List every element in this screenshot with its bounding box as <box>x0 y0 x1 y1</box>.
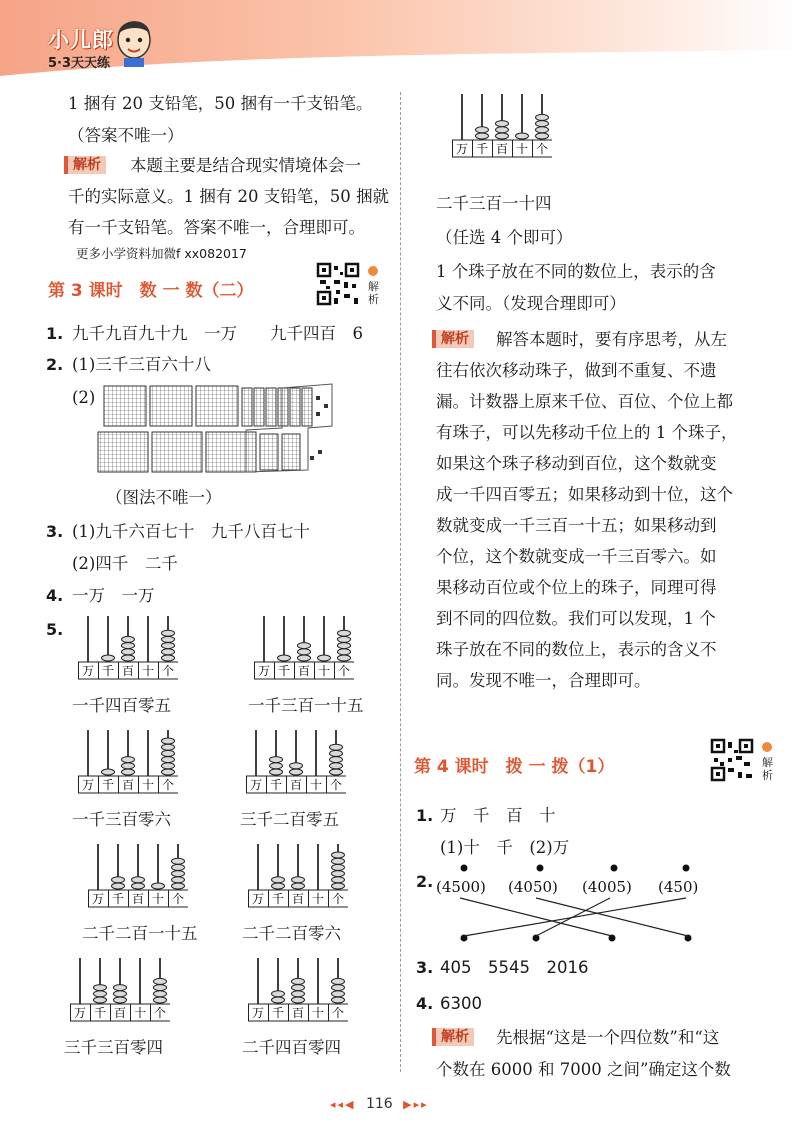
prev-arrows-icon: ◂◂◀ <box>330 1098 356 1111</box>
abacus-bead <box>332 978 345 984</box>
abacus-bead <box>162 636 175 642</box>
q5-3-abacus <box>78 728 178 794</box>
analysis-text: 往右依次移动珠子，做到不重复、不遗 <box>436 361 717 380</box>
abacus-place-label: 个 <box>337 664 351 678</box>
abacus-place-label: 十 <box>311 1006 325 1020</box>
abacus-place-label: 万 <box>257 664 271 678</box>
analysis-text: 如果这个珠子移动到百位，这个数就变 <box>436 454 717 473</box>
abacus-bead <box>338 630 351 636</box>
abacus-bead <box>112 877 125 883</box>
abacus-bead <box>152 883 165 889</box>
abacus-bead <box>536 133 549 139</box>
abacus-bead <box>298 643 311 649</box>
abacus-place-label: 个 <box>329 778 343 792</box>
abacus-bead <box>162 643 175 649</box>
analysis-text: 本题主要是结合现实情境体会一 <box>130 156 361 175</box>
abacus-place-label: 百 <box>121 664 135 678</box>
abacus-place-label: 千 <box>111 892 125 906</box>
abacus-place-label: 百 <box>495 142 509 156</box>
abacus-place-label: 百 <box>291 892 305 906</box>
abacus-bead <box>270 763 283 769</box>
abacus-bead <box>154 997 167 1003</box>
abacus-bead <box>114 985 127 991</box>
qr-label: 解析 <box>368 280 379 306</box>
analysis-text: 个位，这个数就变成一千三百零六。如 <box>436 547 717 566</box>
abacus-bead <box>332 852 345 858</box>
abacus-bead <box>94 991 107 997</box>
abacus-bead <box>114 997 127 1003</box>
abacus-place-label: 千 <box>101 664 115 678</box>
section-title-3: 第 3 课时 数 一 数（二） <box>48 281 254 301</box>
abacus-bead <box>330 769 343 775</box>
abacus-bead <box>332 877 345 883</box>
abacus-bead <box>162 630 175 636</box>
abacus-place-label: 百 <box>289 778 303 792</box>
match-number-label: (4005) <box>582 878 632 896</box>
abacus-bead <box>154 978 167 984</box>
analysis-text: 成一千四百零五；如果移动到十位，这个 <box>436 485 733 504</box>
abacus-bead <box>332 997 345 1003</box>
abacus-bead <box>122 643 135 649</box>
analysis-text: 果移动百位或个位上的珠子，同理可得 <box>436 578 717 597</box>
abacus-bead <box>476 133 489 139</box>
abacus-bead <box>332 864 345 870</box>
abacus-bead <box>332 858 345 864</box>
abacus-bead <box>172 858 185 864</box>
abacus-bead <box>162 763 175 769</box>
abacus-bead <box>270 757 283 763</box>
abacus-bead <box>172 883 185 889</box>
abacus-bead <box>112 883 125 889</box>
figure-note: （图法不唯一） <box>106 488 222 507</box>
answer-text: 九千九百九十九 一万 九千四百 6 <box>72 324 363 343</box>
promo-text: 更多小学资料加微f xx082017 <box>76 246 247 261</box>
counting-blocks-figure <box>96 382 336 476</box>
next-arrows-icon: ▶▸▸ <box>403 1098 429 1111</box>
question-number: 2. <box>46 355 64 374</box>
abacus-place-label: 千 <box>271 892 285 906</box>
abacus-bead <box>496 121 509 127</box>
answer-label: (2) <box>72 388 96 407</box>
abacus-bead <box>162 744 175 750</box>
abacus-bead <box>330 763 343 769</box>
abacus-place-label: 个 <box>161 664 175 678</box>
abacus-place-label: 万 <box>249 778 263 792</box>
abacus-place-label: 万 <box>91 892 105 906</box>
abacus-caption: 一千三百零六 <box>72 810 171 829</box>
question-number: 4. <box>46 586 64 605</box>
abacus-bead <box>330 750 343 756</box>
abacus-place-label: 十 <box>141 778 155 792</box>
analysis-text: 先根据“这是一个四位数”和“这 <box>496 1028 720 1047</box>
abacus-bead <box>132 883 145 889</box>
section-title-4: 第 4 课时 拨 一 拨（1） <box>414 757 615 777</box>
abacus-bead <box>496 127 509 133</box>
answer-text: (1)九千六百七十 九千八百七十 <box>72 522 310 541</box>
abacus-bead <box>338 649 351 655</box>
abacus-bead <box>172 877 185 883</box>
match-number-label: (450) <box>658 878 699 896</box>
abacus-bead <box>154 991 167 997</box>
abacus-bead <box>290 769 303 775</box>
matching-diagram <box>430 862 720 952</box>
question-number: 5. <box>46 620 64 639</box>
abacus-place-label: 万 <box>251 1006 265 1020</box>
analysis-text: 漏。计数器上原来千位、百位、个位上都 <box>436 392 733 411</box>
abacus-bead <box>298 655 311 661</box>
abacus-place-label: 百 <box>297 664 311 678</box>
abacus-bead <box>536 121 549 127</box>
abacus-bead <box>162 655 175 661</box>
answer-text: (2)四千 二千 <box>72 554 178 573</box>
abacus-bead <box>122 655 135 661</box>
abacus-bead <box>290 763 303 769</box>
abacus-place-label: 十 <box>309 778 323 792</box>
abacus-bead <box>330 757 343 763</box>
abacus-place-label: 万 <box>455 142 469 156</box>
abacus-bead <box>272 877 285 883</box>
abacus-bead <box>332 985 345 991</box>
abacus-bead <box>132 877 145 883</box>
note-text: 义不同。（发现合理即可） <box>436 294 626 313</box>
note-text: （任选 4 个即可） <box>436 228 573 247</box>
abacus-place-label: 个 <box>171 892 185 906</box>
abacus-bead <box>338 636 351 642</box>
abacus-bead <box>298 649 311 655</box>
abacus-place-label: 百 <box>291 1006 305 1020</box>
abacus-bead <box>122 769 135 775</box>
analysis-tag: 解析 <box>64 156 106 174</box>
abacus-bead <box>338 643 351 649</box>
question-number: 2. <box>416 872 434 891</box>
series-label: 5·3天天练 <box>48 56 111 71</box>
abacus-bead <box>292 997 305 1003</box>
q5-5-abacus <box>88 842 188 908</box>
abacus-bead <box>476 127 489 133</box>
answer-text: 405 5545 2016 <box>440 958 589 977</box>
answer-text: 万 千 百 十 <box>440 806 556 825</box>
abacus-bead <box>332 871 345 877</box>
intro-note: （答案不唯一） <box>68 126 184 145</box>
abacus-place-label: 千 <box>475 142 489 156</box>
analysis-tag: 解析 <box>432 1028 474 1046</box>
abacus-bead <box>338 655 351 661</box>
analysis-text: 千的实际意义。1 捆有 20 支铅笔，50 捆就 <box>68 187 389 206</box>
abacus-place-label: 万 <box>81 664 95 678</box>
abacus-bead <box>292 978 305 984</box>
abacus-place-label: 千 <box>269 778 283 792</box>
abacus-bead <box>162 769 175 775</box>
question-number: 1. <box>46 324 64 343</box>
abacus-place-label: 十 <box>151 892 165 906</box>
abacus-caption: 二千四百零四 <box>242 1038 341 1057</box>
abacus-caption: 二千三百一十四 <box>436 194 552 213</box>
abacus-bead <box>536 127 549 133</box>
abacus-caption: 一千四百零五 <box>72 696 171 715</box>
abacus-bead <box>318 655 331 661</box>
note-text: 1 个珠子放在不同的数位上，表示的含 <box>436 262 716 281</box>
match-number-label: (4500) <box>436 878 486 896</box>
q5-8-abacus <box>248 956 348 1022</box>
analysis-text: 到不同的四位数。我们可以发现，1 个 <box>436 609 716 628</box>
abacus-bead <box>536 114 549 120</box>
abacus-bead <box>292 883 305 889</box>
abacus-bead <box>496 133 509 139</box>
abacus-place-label: 千 <box>277 664 291 678</box>
abacus-caption: 二千二百一十五 <box>82 924 198 943</box>
answer-text: 一万 一万 <box>72 586 155 605</box>
answer-text: (1)十 千 (2)万 <box>440 838 570 857</box>
abacus-bead <box>272 883 285 889</box>
analysis-tag: 解析 <box>432 330 474 348</box>
q5-6-abacus <box>248 842 348 908</box>
abacus-bead <box>114 991 127 997</box>
abacus-bead <box>516 133 529 139</box>
column-divider <box>400 92 401 1072</box>
top-abacus <box>452 92 552 158</box>
abacus-bead <box>94 985 107 991</box>
analysis-text: 数就变成一千三百一十五；如果移动到 <box>436 516 717 535</box>
page-footer <box>330 1096 429 1112</box>
abacus-bead <box>154 985 167 991</box>
abacus-place-label: 十 <box>133 1006 147 1020</box>
abacus-place-label: 个 <box>535 142 549 156</box>
abacus-bead <box>162 649 175 655</box>
abacus-place-label: 个 <box>331 1006 345 1020</box>
abacus-place-label: 万 <box>251 892 265 906</box>
q5-4-abacus <box>246 728 346 794</box>
mascot-icon <box>112 14 156 68</box>
abacus-place-label: 个 <box>161 778 175 792</box>
abacus-bead <box>270 769 283 775</box>
abacus-bead <box>172 871 185 877</box>
abacus-caption: 一千三百一十五 <box>248 696 364 715</box>
abacus-caption: 三千三百零四 <box>64 1038 163 1057</box>
abacus-bead <box>332 991 345 997</box>
abacus-bead <box>278 655 291 661</box>
abacus-bead <box>122 649 135 655</box>
q5-2-abacus <box>254 614 354 680</box>
question-number: 3. <box>416 958 434 977</box>
q5-1-abacus <box>78 614 178 680</box>
analysis-text: 有一千支铅笔。答案不唯一，合理即可。 <box>68 218 365 237</box>
play-icon <box>368 266 378 276</box>
analysis-text: 珠子放在不同的数位上，表示的含义不 <box>436 640 717 659</box>
brand-logo: 小儿郎 <box>48 28 114 52</box>
abacus-bead <box>162 750 175 756</box>
abacus-place-label: 千 <box>93 1006 107 1020</box>
abacus-place-label: 百 <box>113 1006 127 1020</box>
abacus-place-label: 万 <box>81 778 95 792</box>
abacus-place-label: 十 <box>317 664 331 678</box>
qr-code-icon[interactable] <box>710 738 754 782</box>
question-number: 1. <box>416 806 434 825</box>
abacus-bead <box>272 997 285 1003</box>
abacus-place-label: 十 <box>311 892 325 906</box>
q5-7-abacus <box>70 956 170 1022</box>
question-number: 4. <box>416 994 434 1013</box>
abacus-place-label: 十 <box>515 142 529 156</box>
abacus-bead <box>292 991 305 997</box>
analysis-text: 有珠子，可以先移动千位上的 1 个珠子， <box>436 423 738 442</box>
play-icon <box>762 742 772 752</box>
qr-label: 解析 <box>762 756 773 782</box>
abacus-place-label: 十 <box>141 664 155 678</box>
abacus-place-label: 个 <box>153 1006 167 1020</box>
abacus-place-label: 百 <box>131 892 145 906</box>
abacus-bead <box>94 997 107 1003</box>
analysis-text: 个数在 6000 和 7000 之间”确定这个数 <box>436 1060 731 1079</box>
abacus-bead <box>162 738 175 744</box>
abacus-bead <box>272 991 285 997</box>
abacus-bead <box>102 655 115 661</box>
abacus-bead <box>330 744 343 750</box>
abacus-place-label: 千 <box>101 778 115 792</box>
question-number: 3. <box>46 522 64 541</box>
qr-code-icon[interactable] <box>316 262 360 306</box>
abacus-bead <box>162 757 175 763</box>
abacus-bead <box>102 769 115 775</box>
abacus-bead <box>292 985 305 991</box>
abacus-bead <box>292 877 305 883</box>
abacus-bead <box>122 757 135 763</box>
abacus-bead <box>122 763 135 769</box>
abacus-place-label: 百 <box>121 778 135 792</box>
answer-text: 6300 <box>440 994 482 1013</box>
page-number: 116 <box>365 1096 393 1112</box>
abacus-bead <box>172 864 185 870</box>
abacus-bead <box>122 636 135 642</box>
abacus-caption: 二千二百零六 <box>242 924 341 943</box>
intro-line: 1 捆有 20 支铅笔，50 捆有一千支铅笔。 <box>68 94 373 113</box>
abacus-bead <box>332 883 345 889</box>
abacus-place-label: 千 <box>271 1006 285 1020</box>
abacus-place-label: 个 <box>331 892 345 906</box>
analysis-text: 解答本题时，要有序思考，从左 <box>496 330 727 349</box>
abacus-caption: 三千二百零五 <box>240 810 339 829</box>
answer-text: (1)三千三百六十八 <box>72 355 211 374</box>
abacus-place-label: 万 <box>73 1006 87 1020</box>
analysis-text: 同。发现不唯一，合理即可。 <box>436 671 651 690</box>
match-number-label: (4050) <box>508 878 558 896</box>
